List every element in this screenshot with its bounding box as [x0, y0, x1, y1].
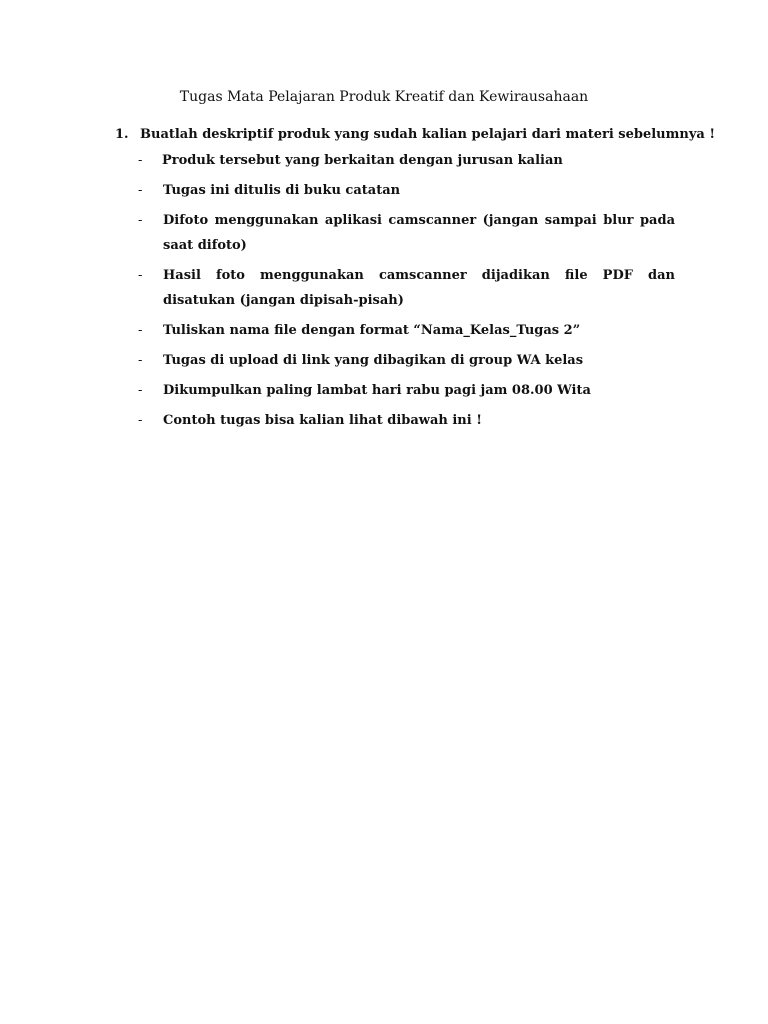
list-item	[137, 208, 675, 258]
bullet-dash: -	[138, 153, 143, 168]
list-item-text: Hasil foto menggunakan camscanner dijadikan file PDF dan disatukan (jangan dipisah-pisah)	[163, 268, 675, 308]
document-title-text: Tugas Mata Pelajaran Produk Kreatif dan Kewirausahaan	[179, 89, 589, 105]
list-item	[137, 408, 675, 433]
instruction-list	[137, 148, 675, 438]
list-item	[137, 378, 675, 403]
bullet-dash: -	[138, 383, 143, 398]
bullet-dash: -	[138, 268, 143, 283]
list-item	[137, 178, 675, 203]
list-item-text: Difoto menggunakan aplikasi camscanner (jangan sampai blur pada saat difoto)	[163, 213, 675, 253]
list-item-text: Contoh tugas bisa kalian lihat dibawah ini !	[163, 413, 482, 428]
question-number: 1.	[115, 127, 129, 142]
bullet-dash: -	[138, 413, 143, 428]
bullet-dash: -	[138, 353, 143, 368]
list-item-text: Dikumpulkan paling lambat hari rabu pagi jam 08.00 Wita	[163, 383, 591, 398]
list-item	[137, 148, 675, 173]
list-item-text: Tugas di upload di link yang dibagikan di group WA kelas	[163, 353, 584, 368]
question-1	[115, 125, 716, 145]
bullet-dash: -	[138, 183, 143, 198]
bullet-dash: -	[138, 323, 143, 338]
bullet-dash: -	[138, 213, 143, 228]
list-item-text: Tugas ini ditulis di buku catatan	[163, 183, 401, 198]
list-item	[137, 263, 675, 313]
list-item	[137, 348, 675, 373]
list-item	[137, 318, 675, 343]
list-item-text: Tuliskan nama file dengan format “Nama_Kelas_Tugas 2”	[163, 323, 581, 338]
question-text: Buatlah deskriptif produk yang sudah kalian pelajari dari materi sebelumnya !	[140, 127, 716, 142]
document-title	[0, 87, 768, 107]
list-item-text: Produk tersebut yang berkaitan dengan jurusan kalian	[162, 153, 563, 168]
